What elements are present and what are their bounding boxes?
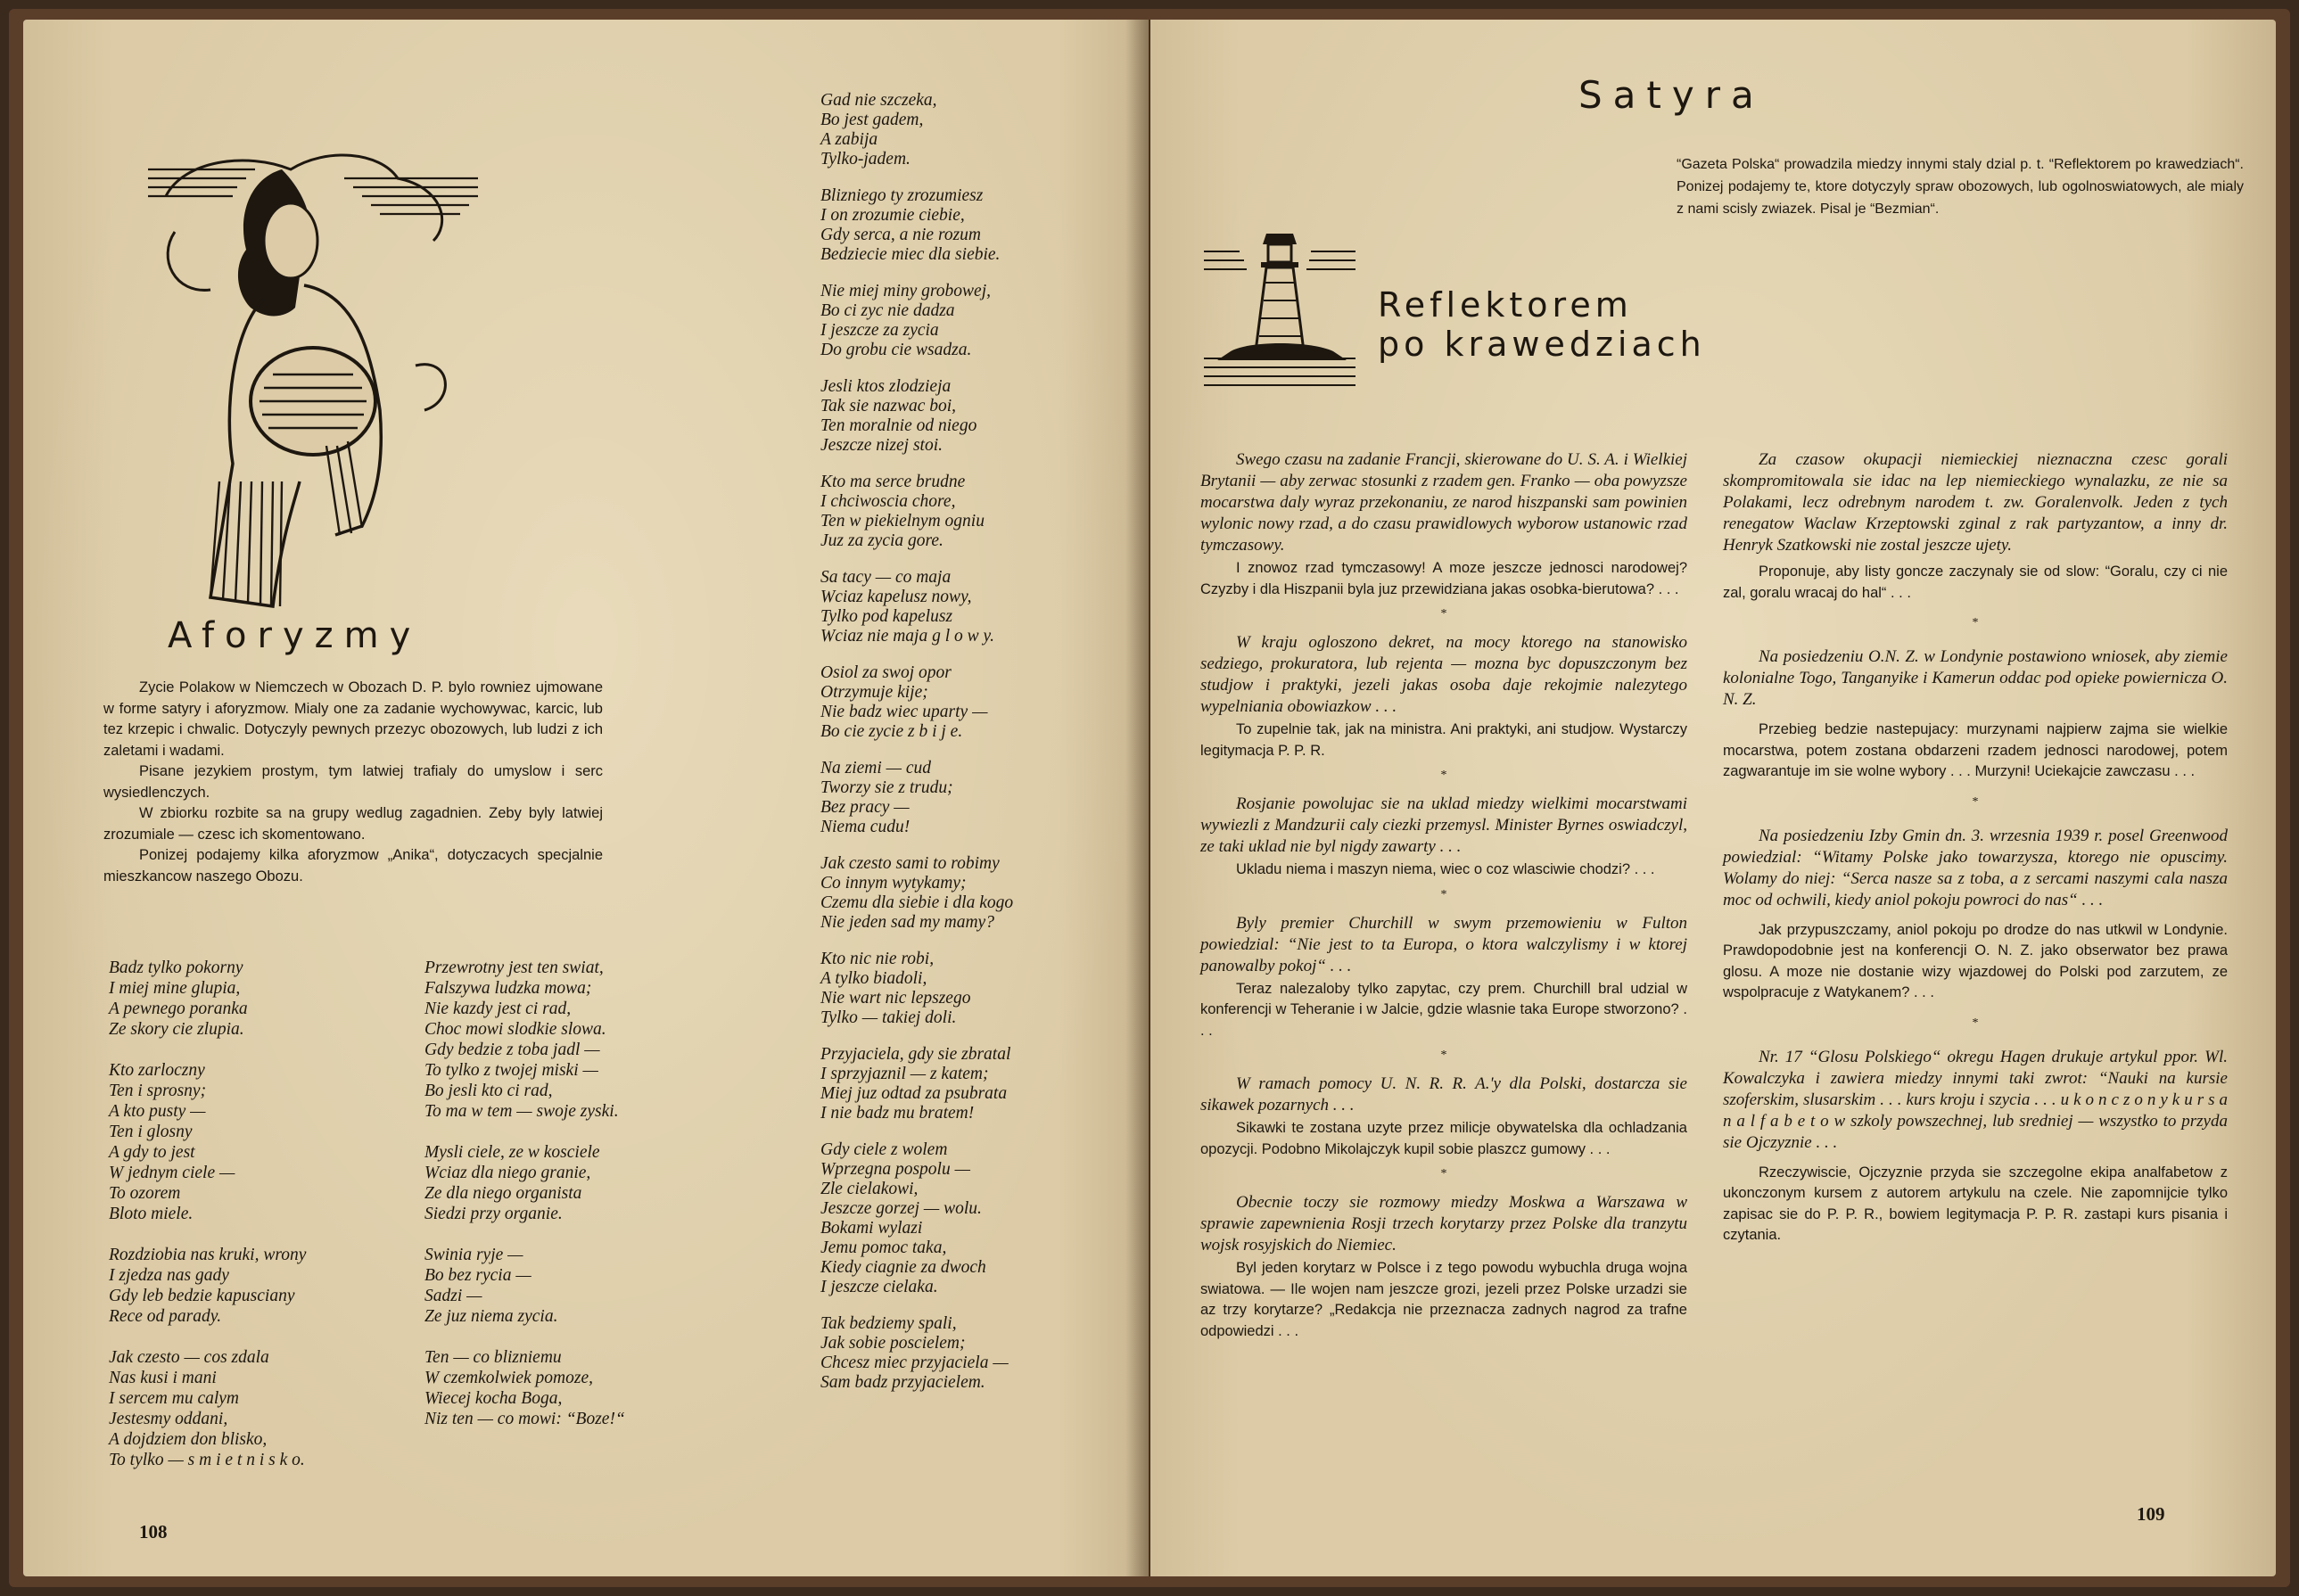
aphorism: Przewrotny jest ten swiat, Falszywa ludzka mowa; Nie kazdy jest ci rad, Choc mowi slodkie slowa. Gdy bedzie z toba jadl — To tylko z twojej miski — Bo jesli kto ci rad, To ma w tem — swoje zyski. <box>424 958 619 1121</box>
aphorism: Jak czesto — cos zdala Nas kusi i mani I sercem mu calym Jestesmy oddani, A dojdziem don blisko, To tylko — s m i e t n i s k o. <box>109 1348 305 1469</box>
item-lead: Swego czasu na zadanie Francji, skierowane do U. S. A. i Wielkiej Brytanii — aby zerwac stosunki z rzadem gen. Franko — oba powyzsze mocarstwa daly wyraz przekonaniu, ze narod hiszpanski sam powinien wylonic nowy rzad, a do czasu prawidlowych wyborow ustanowic rzad tymczasowy. <box>1200 450 1687 555</box>
item-comment: Przebieg bedzie nastepujacy: murzynami najpierw zajma sie wielkie mocarstwa, potem zostana obdarzeni rzadem jednosci narodowej, potem zagwarantuje im sie wolne wybory . . . Murzyni! Uciekajcie zawczasu . . . <box>1723 721 2228 779</box>
aphorism: Gdy ciele z wolem Wprzegna pospolu — Zle cielakowi, Jeszcze gorzej — wolu. Bokami wylazi Jemu pomoc taka, Kiedy ciagnie za dwoch I jeszcze cielaka. <box>820 1140 986 1296</box>
aphorism: Gad nie szczeka, Bo jest gadem, A zabija Tylko-jadem. <box>820 91 937 169</box>
item-comment: Byl jeden korytarz w Polsce i z tego powodu wybuchla druga wojna swiatowa. — Ile wojen nam jeszcze grozi, jezeli przez Polske urzadzi sie az trzy korytarze? „Redakcja nie przeznacza zadnych nagrod za trafne odpowiedzi . . . <box>1200 1260 1687 1339</box>
item-lead: Za czasow okupacji niemieckiej nieznaczna czesc gorali skompromitowala sie idac na lep niemieckiego wynalazku, ze nie sa Polakami, lecz odrebnym narodem t. zw. Goralenvolk. Jeden z tych renegatow Waclaw Krzeptowski zginal z rak partyzantow, a inny dr. Henryk Szatkowski nie zostal jeszcze ujety. <box>1723 450 2228 555</box>
separator-star: * <box>1972 794 1979 809</box>
aforyzmy-intro <box>103 678 603 887</box>
item-lead: Na posiedzeniu Izby Gmin dn. 3. wrzesnia 1939 r. posel Greenwood powiedzial: “Witamy Polske jako towarzysza, ktorego nie opuscimy. Wolamy do niej: “Serca nasze sa z toba, a z sercami naszymi cala nasza moc od ochwili, kiedy aniol pokoju powroci do nas“ . . . <box>1723 826 2228 909</box>
satyra-column-2 <box>1723 449 2228 1246</box>
aphorism: Tak bedziemy spali, Jak sobie poscielem; Chcesz miec przyjaciela — Sam badz przyjacielem. <box>820 1314 1009 1392</box>
item-lead: W ramach pomocy U. N. R. R. A.'y dla Polski, dostarcza sie sikawek pozarnych . . . <box>1200 1074 1687 1115</box>
separator-star: * <box>1440 769 1447 782</box>
aphorism: Nie miej miny grobowej, Bo ci zyc nie dadza I jeszcze za zycia Do grobu cie wsadza. <box>820 282 992 359</box>
aphorism: Rozdziobia nas kruki, wrony I zjedza nas gady Gdy leb bedzie kapusciany Rece od parady. <box>109 1246 307 1326</box>
aphorism: Ten — co blizniemu W czemkolwiek pomoze, Wiecej kocha Boga, Niz ten — co mowi: “Boze!“ <box>424 1348 625 1428</box>
aphorism: Na ziemi — cud Tworzy sie z trudu; Bez pracy — Niema cudu! <box>820 759 953 836</box>
aphorism: Swinia ryje — Bo bez rycia — Sadzi — Ze juz niema zycia. <box>424 1246 558 1326</box>
item-comment: Teraz nalezaloby tylko zapytac, czy prem. Churchill bral udzial w konferencji w Teheranie i w Jalcie, gdzie wlasnie taka Europe stworzono? . . . <box>1200 980 1687 1039</box>
aphorism: Jesli ktos zlodzieja Tak sie nazwac boi, Ten moralnie od niego Jeszcze nizej stoi. <box>820 377 977 455</box>
aphorisms-column-1 <box>109 958 403 1491</box>
article-title-line-2: po krawedziach <box>1378 325 1706 364</box>
item-comment: Ukladu niema i maszyn niema, wiec o coz wlasciwie chodzi? . . . <box>1236 861 1655 877</box>
aforyzmy-heading: Aforyzmy <box>168 615 422 656</box>
aphorism: Przyjaciela, gdy sie zbratal I sprzyjaznil — z katem; Miej juz odtad za psubrata I nie badz mu bratem! <box>820 1045 1011 1123</box>
aphorism: Jak czesto sami to robimy Co innym wytykamy; Czemu dla siebie i dla kogo Nie jeden sad my mamy? <box>820 854 1014 932</box>
left-page <box>23 20 1149 1576</box>
item-comment: Jak przypuszczamy, aniol pokoju po drodze do nas utkwil w Londynie. Prawdopodobnie jest na konferencji O. N. Z. jako obserwator bez prawa glosu. A moze nie dostanie wizy wjazdowej do Polski pod zarzutem, ze wspolpracuje z Watykanem? . . . <box>1723 921 2228 1000</box>
intro-paragraph: Zycie Polakow w Niemczech w Obozach D. P. bylo rowniez ujmowane w forme satyry i aforyzmow. Mialy one za zadanie wychowywac, karcic, lub tez krzepic i chwalic. Dotyczyly pewnych przezyc obozowych, lub ludzi z ich zaletami i wadami. <box>103 679 603 759</box>
aphorisms-column-3 <box>820 91 1124 1393</box>
separator-star: * <box>1972 1016 1979 1030</box>
separator-star: * <box>1440 607 1447 621</box>
aphorism: Sa tacy — co maja Wciaz kapelusz nowy, Tylko pod kapelusz Wciaz nie maja g l o w y. <box>820 568 994 646</box>
aphorism: Osiol za swoj opor Otrzymuje kije; Nie badz wiec uparty — Bo cie zycie z b i j e. <box>820 663 988 741</box>
woman-with-jug-illustration <box>148 143 487 624</box>
article-title-line-1: Reflektorem <box>1378 285 1633 325</box>
item-lead: Na posiedzeniu O.N. Z. w Londynie postawiono wniosek, aby ziemie kolonialne Togo, Tanganyike i Kamerun oddac pod opieke powiernicza O. N. Z. <box>1723 647 2228 709</box>
satyra-column-1 <box>1200 449 1687 1342</box>
lighthouse-illustration <box>1204 198 1356 390</box>
satyra-intro: “Gazeta Polska“ prowadzila miedzy innymi staly dzial p. t. “Reflektorem po krawedziach“. Ponizej podajemy te, ktore dotyczyly spraw obozowych, lub ogolnoswiatowych, ale mialy z nami scisly zwiazek. Pisal je “Bezmian“. <box>1677 157 2244 217</box>
reflektorem-heading <box>1378 285 1706 364</box>
item-comment: Rzeczywiscie, Ojczyznie przyda sie szczegolne ekipa analfabetow z ukonczonym kursem z autorem artykulu na czele. Nie zapomnijcie tylko zapisac sie do P. P. R., bowiem legitymacja P. P. R. zastapi kurs pisania i czytania. <box>1723 1164 2228 1243</box>
separator-star: * <box>1440 887 1447 901</box>
separator-star: * <box>1440 1167 1447 1181</box>
satyra-heading: Satyra <box>1578 73 1765 117</box>
intro-paragraph: W zbiorku rozbite sa na grupy wedlug zagadnien. Zeby byly latwiej zrozumiale — czesc ich skomentowano. <box>103 805 603 843</box>
aphorisms-column-2 <box>424 958 746 1450</box>
item-lead: Nr. 17 “Glosu Polskiego“ okregu Hagen drukuje artykul ppor. Wl. Kowalczyka i zawiera miedzy innymi taki zwrot: “Nauki na kursie szoferskim, slusarskim . . . kurs kroju i szycia . . . u k o n c z o n y k u r s a n a l f a b e t o w szkoly powszechnej, lub sredniej — wszystko to przyda sie Ojczyznie . . . <box>1723 1047 2228 1152</box>
aphorism: Blizniego ty zrozumiesz I on zrozumie ciebie, Gdy serca, a nie rozum Bedziecie miec dla siebie. <box>820 186 1001 264</box>
item-comment: Proponuje, aby listy goncze zaczynaly sie od slow: “Goralu, czy ci nie zal, goralu wracaj do hal“ . . . <box>1723 564 2228 601</box>
page-number: 109 <box>2137 1503 2165 1525</box>
aphorism: Badz tylko pokorny I miej mine glupia, A pewnego poranka Ze skory cie zlupia. <box>109 958 248 1039</box>
item-lead: Byly premier Churchill w swym przemowieniu w Fulton powiedzial: “Nie jest to ta Europa, o ktora walczylismy i w ktorej panowalby pokoj“ . . . <box>1200 913 1687 975</box>
aphorism: Kto nic nie robi, A tylko biadoli, Nie wart nic lepszego Tylko — takiej doli. <box>820 950 971 1027</box>
item-lead: Rosjanie powolujac sie na uklad miedzy wielkimi mocarstwami wywiezli z Mandzurii caly ciezki przemysl. Minister Byrnes oswiadczyl, ze taki uklad nie byl nigdy zawarty . . . <box>1200 794 1687 856</box>
item-comment: Sikawki te zostana uzyte przez milicje obywatelska dla ochladzania opozycji. Podobno Mikolajczyk kupil sobie plaszcz gumowy . . . <box>1200 1120 1687 1157</box>
separator-star: * <box>1440 1049 1447 1062</box>
item-lead: Obecnie toczy sie rozmowy miedzy Moskwa a Warszawa w sprawie zapewnienia Rosji trzech korytarzy przez Polske dla tranzytu wojsk rosyjskich do Niemiec. <box>1200 1193 1687 1255</box>
separator-star: * <box>1972 616 1979 629</box>
intro-paragraph: Pisane jezykiem prostym, tym latwiej trafialy do umyslow i serc wysiedlenczych. <box>103 763 603 801</box>
item-comment: I znowoz rzad tymczasowy! A moze jeszcze jednosci narodowej? Czyzby i dla Hiszpanii byla juz przewidziana jakas osobka-bierutowa? . . . <box>1200 560 1687 597</box>
item-lead: W kraju ogloszono dekret, na mocy ktorego na stanowisko sedziego, prokuratora, lub rejenta — mozna byc dopuszczonym bez studjow i praktyki, jezeli jakas osoba daje rekojmie nalezytego wypelniania obowiazkow . . . <box>1200 633 1687 716</box>
intro-paragraph: Ponizej podajemy kilka aforyzmow „Anika“, dotyczacych specjalnie mieszkancow naszego Obozu. <box>103 847 603 884</box>
aphorism: Kto ma serce brudne I chciwoscia chore, Ten w piekielnym ogniu Juz za zycia gore. <box>820 473 985 550</box>
item-comment: To zupelnie tak, jak na ministra. Ani praktyki, ani studjow. Wystarczy legitymacja P. P. R. <box>1200 721 1687 759</box>
right-page <box>1150 20 2276 1576</box>
page-number: 108 <box>139 1521 168 1543</box>
aphorism: Kto zarloczny Ten i sprosny; A kto pusty — Ten i glosny A gdy to jest W jednym ciele — To ozorem Bloto miele. <box>109 1061 235 1223</box>
aphorism: Mysli ciele, ze w kosciele Wciaz dla niego granie, Ze dla niego organista Siedzi przy organie. <box>424 1143 600 1223</box>
